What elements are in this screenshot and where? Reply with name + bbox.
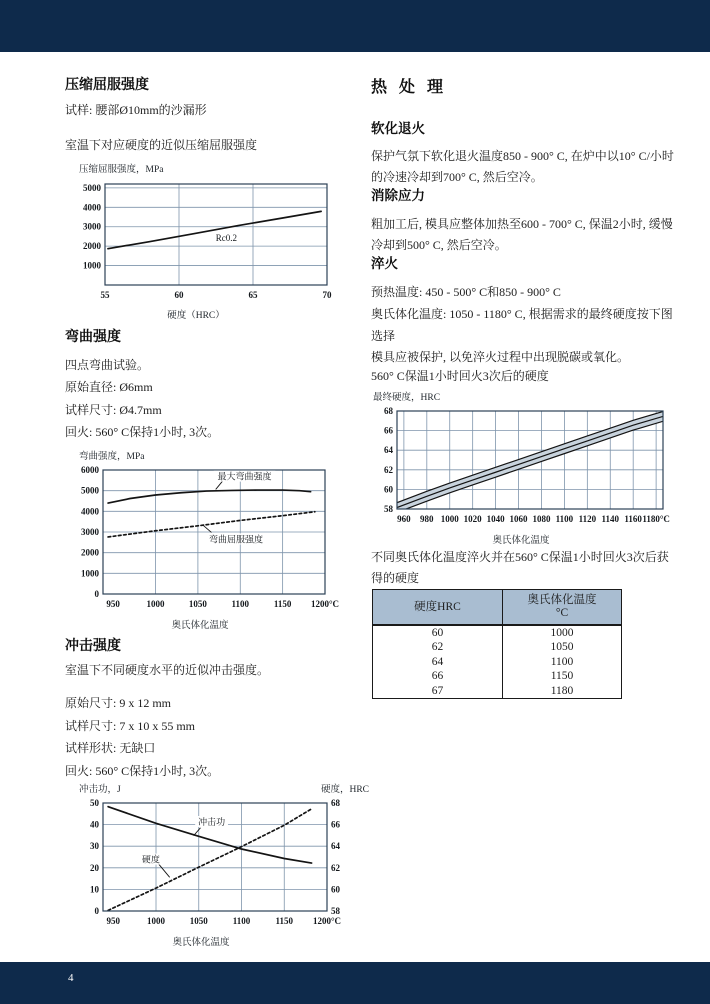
chart4-y-axis-title: 最终硬度，HRC bbox=[373, 392, 441, 403]
svg-text:4000: 4000 bbox=[81, 505, 99, 516]
temperature-value: 1100 bbox=[503, 655, 622, 670]
svg-text:6000: 6000 bbox=[81, 465, 99, 475]
impact-chart bbox=[65, 799, 365, 933]
right-column bbox=[371, 78, 679, 699]
svg-text:1080: 1080 bbox=[532, 513, 551, 524]
svg-text:68: 68 bbox=[384, 406, 393, 416]
chart4-x-axis-title: 奥氏体化温度 bbox=[492, 535, 550, 546]
left-column bbox=[65, 76, 369, 949]
table-header-row bbox=[373, 589, 622, 625]
detail-line: 试样尺寸: Ø4.7mm bbox=[65, 402, 162, 417]
svg-text:66: 66 bbox=[331, 819, 340, 830]
svg-text:30: 30 bbox=[90, 841, 99, 852]
svg-text:弯曲屈服强度: 弯曲屈服强度 bbox=[209, 534, 264, 545]
svg-text:3000: 3000 bbox=[81, 526, 99, 537]
svg-text:2000: 2000 bbox=[81, 547, 99, 558]
hardness-value: 64 bbox=[431, 655, 444, 668]
table-header-line1: 奥氏体化温度 bbox=[527, 593, 597, 606]
subheading-soft-annealing: 软化退火 bbox=[371, 121, 425, 137]
detail-line: 原始直径: Ø6mm bbox=[65, 380, 153, 395]
svg-text:10: 10 bbox=[90, 884, 99, 895]
protection-body: 模具应被保护, 以免淬火过程中出现脱碳或氧化。 bbox=[371, 349, 630, 364]
svg-text:1000: 1000 bbox=[81, 567, 99, 578]
chart3-right-axis-title: 硬度，HRC bbox=[320, 785, 369, 796]
hardness-table-caption: 不同奥氏体化温度淬火并在560° C保温1小时回火3次后获得的硬度 bbox=[371, 549, 669, 585]
detail-line: 回火: 560° C保持1小时, 3次。 bbox=[65, 763, 220, 778]
svg-text:冲击功: 冲击功 bbox=[198, 817, 226, 828]
section-heading-impact-strength: 冲击强度 bbox=[65, 636, 121, 653]
chart3-axis-titles bbox=[79, 785, 375, 796]
chart3-left-axis-title: 冲击功，J bbox=[79, 785, 121, 796]
svg-text:1180°C: 1180°C bbox=[642, 513, 670, 524]
svg-text:5000: 5000 bbox=[81, 485, 99, 496]
svg-text:960: 960 bbox=[397, 513, 411, 524]
chart1-y-axis-title: 压缩屈服强度，MPa bbox=[79, 164, 164, 175]
impact-details bbox=[65, 692, 365, 782]
svg-text:64: 64 bbox=[331, 841, 340, 852]
svg-text:66: 66 bbox=[384, 425, 393, 436]
svg-text:64: 64 bbox=[384, 444, 393, 455]
temperature-value: 1180 bbox=[503, 684, 622, 699]
svg-text:62: 62 bbox=[384, 464, 393, 475]
svg-text:60: 60 bbox=[174, 289, 184, 300]
specimen-line: 试样: 腰部Ø10mm的沙漏形 bbox=[65, 102, 207, 117]
bend-strength-chart bbox=[65, 466, 343, 616]
svg-text:最大弯曲强度: 最大弯曲强度 bbox=[217, 471, 272, 482]
svg-text:1060: 1060 bbox=[509, 513, 528, 524]
page-number: 4 bbox=[68, 972, 74, 984]
svg-text:1000: 1000 bbox=[83, 260, 101, 271]
svg-text:Rc0.2: Rc0.2 bbox=[215, 232, 237, 243]
soft-annealing-body: 保护气氛下软化退火温度850 - 900° C, 在炉中以10° C/小时的冷速冷却到700° C, 然后空冷。 bbox=[371, 149, 674, 185]
preheat-line: 预热温度: 450 - 500° C和850 - 900° C bbox=[371, 284, 561, 299]
svg-text:55: 55 bbox=[100, 289, 110, 300]
svg-text:4000: 4000 bbox=[83, 202, 101, 213]
bottom-banner bbox=[0, 962, 710, 1004]
table-row bbox=[373, 655, 622, 670]
hardness-table bbox=[372, 589, 622, 700]
chart1-x-axis-title: 硬度（HRC） bbox=[167, 310, 225, 321]
svg-text:68: 68 bbox=[331, 799, 340, 809]
subheading-stress-relief: 消除应力 bbox=[371, 188, 425, 204]
svg-text:硬度: 硬度 bbox=[141, 854, 160, 865]
svg-text:5000: 5000 bbox=[83, 182, 101, 193]
table-header-austenitizing bbox=[503, 589, 622, 625]
svg-text:980: 980 bbox=[420, 513, 434, 524]
temperature-value: 1150 bbox=[503, 669, 622, 684]
subheading-hardening: 淬火 bbox=[371, 255, 398, 271]
detail-line: 原始尺寸: 9 x 12 mm bbox=[65, 696, 172, 711]
impact-intro: 室温下不同硬度水平的近似冲击强度。 bbox=[65, 663, 270, 678]
top-banner bbox=[0, 0, 710, 52]
detail-line: 试样形状: 无缺口 bbox=[65, 741, 156, 756]
svg-text:40: 40 bbox=[90, 819, 99, 830]
austenitizing-line: 奥氏体化温度: 1050 - 1180° C, 根据需求的最终硬度按下图选择 bbox=[371, 306, 673, 343]
chart2-y-axis-title: 弯曲强度，MPa bbox=[79, 451, 145, 462]
detail-line: 试样尺寸: 7 x 10 x 55 mm bbox=[65, 718, 196, 733]
svg-text:58: 58 bbox=[384, 503, 393, 514]
svg-text:1050: 1050 bbox=[188, 598, 207, 609]
svg-text:1200°C: 1200°C bbox=[312, 916, 342, 927]
svg-text:65: 65 bbox=[248, 289, 258, 300]
svg-text:1020: 1020 bbox=[463, 513, 482, 524]
bend-strength-details bbox=[65, 354, 365, 444]
compressive-yield-chart-block bbox=[65, 165, 365, 322]
table-header-hardness: 硬度HRC bbox=[373, 589, 503, 625]
chart2-x-axis-title: 奥氏体化温度 bbox=[171, 620, 229, 631]
final-hardness-chart-block bbox=[371, 393, 679, 547]
hardness-value: 60 bbox=[431, 626, 444, 639]
svg-text:62: 62 bbox=[331, 863, 340, 874]
temperature-value: 1050 bbox=[503, 640, 622, 655]
final-hardness-chart bbox=[371, 407, 679, 531]
svg-text:2000: 2000 bbox=[83, 240, 101, 251]
chart3-x-axis-title: 奥氏体化温度 bbox=[172, 938, 230, 949]
hardness-value: 62 bbox=[431, 641, 444, 654]
svg-text:1200°C: 1200°C bbox=[310, 598, 340, 609]
section-heading-compressive-yield: 压缩屈服强度 bbox=[65, 76, 149, 92]
svg-text:1150: 1150 bbox=[275, 916, 294, 927]
svg-text:0: 0 bbox=[94, 588, 99, 599]
section-heading-bend-strength: 弯曲强度 bbox=[65, 327, 121, 344]
stress-relief-body: 粗加工后, 模具应整体加热至600 - 700° C, 保温2小时, 缓慢冷却到500° C, 然后空冷。 bbox=[371, 216, 673, 252]
svg-text:1100: 1100 bbox=[232, 916, 251, 927]
svg-text:1040: 1040 bbox=[486, 513, 505, 524]
table-row bbox=[373, 684, 622, 699]
description-line: 室温下对应硬度的近似压缩屈服强度 bbox=[65, 137, 258, 152]
svg-text:50: 50 bbox=[90, 799, 99, 809]
svg-text:1000: 1000 bbox=[147, 916, 166, 927]
svg-text:1050: 1050 bbox=[189, 916, 208, 927]
svg-text:60: 60 bbox=[331, 884, 340, 895]
detail-line: 四点弯曲试验。 bbox=[65, 357, 150, 372]
table-row bbox=[373, 669, 622, 684]
svg-text:1140: 1140 bbox=[601, 513, 620, 524]
hardness-value: 67 bbox=[431, 684, 444, 697]
svg-text:1000: 1000 bbox=[146, 598, 165, 609]
svg-text:1000: 1000 bbox=[440, 513, 459, 524]
svg-text:20: 20 bbox=[90, 863, 99, 874]
svg-text:3000: 3000 bbox=[83, 221, 101, 232]
svg-text:70: 70 bbox=[322, 289, 332, 300]
hardness-value: 66 bbox=[431, 670, 444, 683]
svg-text:60: 60 bbox=[384, 484, 393, 495]
svg-text:1150: 1150 bbox=[273, 598, 292, 609]
svg-text:950: 950 bbox=[106, 598, 120, 609]
svg-text:1100: 1100 bbox=[231, 598, 250, 609]
svg-text:58: 58 bbox=[331, 906, 340, 917]
table-header-line2: °C bbox=[555, 607, 569, 620]
svg-text:1160: 1160 bbox=[624, 513, 642, 524]
svg-text:1120: 1120 bbox=[578, 513, 597, 524]
temperature-value: 1000 bbox=[503, 625, 622, 641]
heat-treatment-heading: 热 处 理 bbox=[371, 79, 448, 96]
detail-line: 回火: 560° C保持1小时, 3次。 bbox=[65, 425, 220, 440]
table-row bbox=[373, 625, 622, 641]
impact-chart-block bbox=[65, 785, 369, 949]
svg-text:0: 0 bbox=[94, 906, 99, 917]
hardness-chart-caption: 560° C保温1小时回火3次后的硬度 bbox=[371, 368, 549, 383]
compressive-yield-chart bbox=[65, 179, 335, 306]
svg-text:1100: 1100 bbox=[555, 513, 574, 524]
svg-text:950: 950 bbox=[106, 916, 121, 927]
table-row bbox=[373, 640, 622, 655]
bend-strength-chart-block bbox=[65, 452, 365, 632]
